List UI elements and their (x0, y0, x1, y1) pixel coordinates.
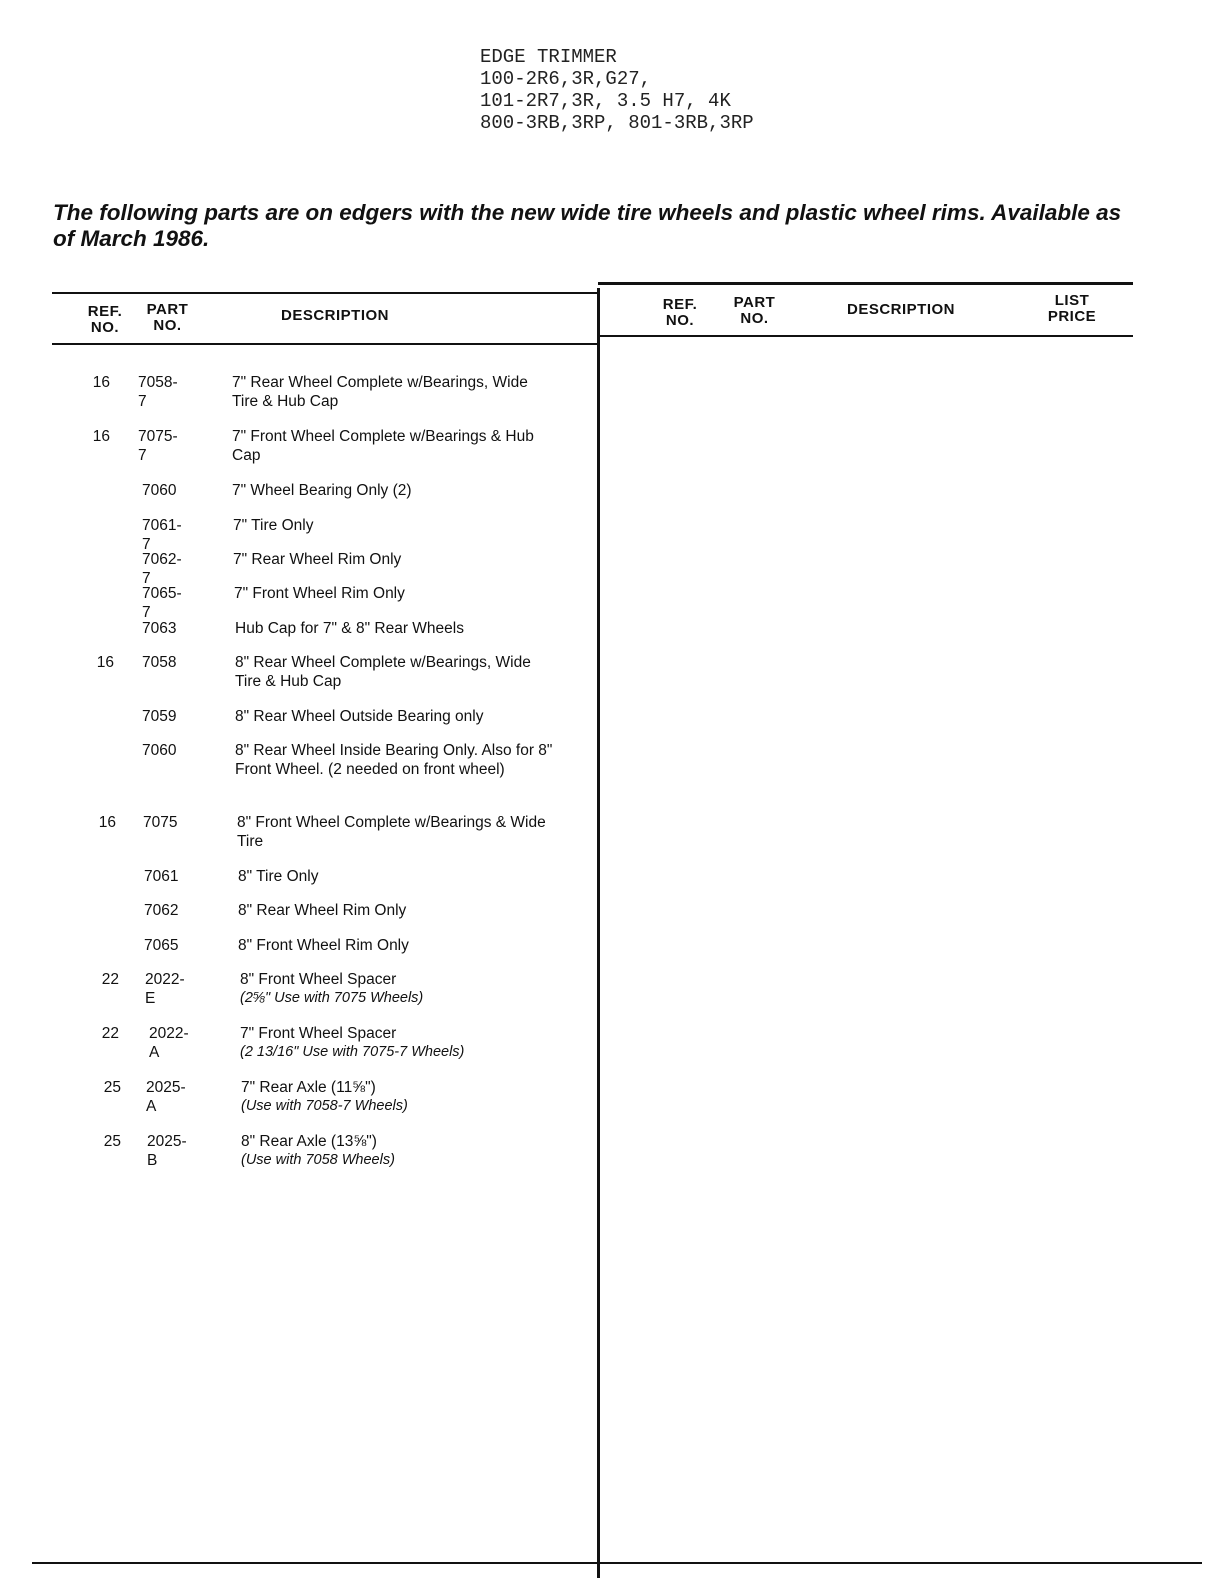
left-header-ref: REF. NO. (87, 303, 123, 336)
ref-no: 16 (96, 654, 114, 671)
model-block (480, 46, 754, 134)
part-no: 7061-7 (142, 517, 182, 553)
description: 7" Rear Axle (11⅝") (Use with 7058-7 Wheels) (241, 1079, 408, 1114)
part-no: 7063 (142, 620, 177, 637)
part-no: 7075 (143, 814, 178, 831)
availability-notice: The following parts are on edgers with the new wide tire wheels and plastic wheel rims. Available as of March 1986. (53, 200, 1122, 251)
description: 7" Rear Wheel Rim Only (233, 551, 402, 568)
left-header-part: PART NO. (146, 301, 189, 334)
part-no: 7065 (144, 937, 179, 954)
description: 8" Front Wheel Complete w/Bearings & Wide Tire (237, 814, 546, 850)
description: 7" Wheel Bearing Only (2) (232, 482, 412, 499)
part-no: 2022-E (145, 971, 185, 1007)
part-no: 7060 (142, 482, 177, 499)
part-no: 7065-7 (142, 585, 182, 621)
model-line: 101-2R7,3R, 3.5 H7, 4K (480, 90, 731, 112)
description: 7" Tire Only (233, 517, 314, 534)
left-header-bottom-rule (52, 343, 597, 345)
part-no: 2025-B (147, 1133, 187, 1169)
model-line: 800-3RB,3RP, 801-3RB,3RP (480, 112, 754, 134)
right-header-ref: REF. NO. (662, 296, 698, 329)
right-header-top-rule (598, 282, 1133, 285)
description: 8" Rear Wheel Inside Bearing Only. Also for 8" Front Wheel. (2 needed on front wheel) (235, 742, 553, 778)
part-no: 7059 (142, 708, 177, 725)
ref-no: 25 (103, 1133, 121, 1150)
description: 8" Rear Wheel Rim Only (238, 902, 407, 919)
part-no: 7075-7 (138, 428, 178, 464)
ref-no: 22 (101, 1025, 119, 1042)
description: 7" Front Wheel Complete w/Bearings & Hub Cap (232, 428, 534, 464)
description: 8" Rear Wheel Complete w/Bearings, Wide Tire & Hub Cap (235, 654, 531, 690)
ref-no: 16 (98, 814, 116, 831)
right-header-list-price: LIST PRICE (1047, 292, 1097, 325)
right-header-part: PART NO. (733, 294, 776, 327)
part-no: 7058-7 (138, 374, 178, 410)
model-line: 100-2R6,3R,G27, (480, 68, 652, 90)
model-line: EDGE TRIMMER (480, 46, 617, 68)
part-no: 7061 (144, 868, 179, 885)
part-no: 2022-A (149, 1025, 189, 1061)
ref-no: 25 (103, 1079, 121, 1096)
column-divider (597, 288, 600, 1578)
part-no: 7058 (142, 654, 177, 671)
ref-no: 16 (92, 374, 110, 391)
part-no: 2025-A (146, 1079, 186, 1115)
description: 8" Rear Wheel Outside Bearing only (235, 708, 484, 725)
description: 8" Rear Axle (13⅝") (Use with 7058 Wheels) (241, 1133, 395, 1168)
page-bottom-rule (32, 1562, 1202, 1564)
ref-no: 22 (101, 971, 119, 988)
description: 8" Front Wheel Rim Only (238, 937, 409, 954)
description: Hub Cap for 7" & 8" Rear Wheels (235, 620, 464, 637)
left-header-description: DESCRIPTION (280, 307, 389, 324)
description: 8" Tire Only (238, 868, 319, 885)
description: 7" Front Wheel Rim Only (234, 585, 405, 602)
part-no: 7060 (142, 742, 177, 759)
description: 8" Front Wheel Spacer (2⅝" Use with 7075 Wheels) (240, 971, 424, 1006)
left-header-top-rule (52, 292, 597, 294)
part-no: 7062-7 (142, 551, 182, 587)
part-no: 7062 (144, 902, 179, 919)
right-header-bottom-rule (598, 335, 1133, 337)
description: 7" Rear Wheel Complete w/Bearings, Wide Tire & Hub Cap (232, 374, 528, 410)
ref-no: 16 (92, 428, 110, 445)
right-header-description: DESCRIPTION (846, 301, 955, 318)
description: 7" Front Wheel Spacer (2 13/16" Use with 7075-7 Wheels) (240, 1025, 465, 1060)
